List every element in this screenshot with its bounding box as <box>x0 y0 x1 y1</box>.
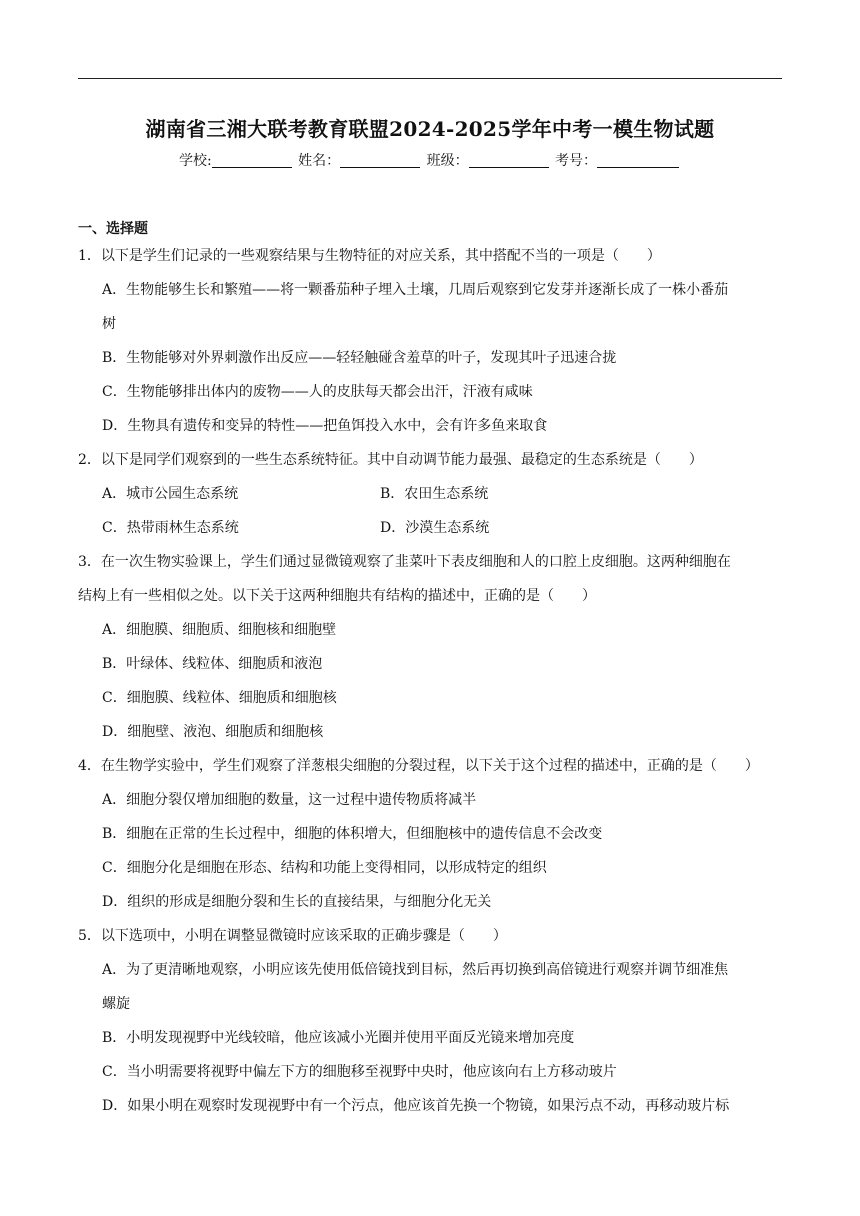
exam-number-label: 考号： <box>555 153 598 169</box>
name-blank[interactable] <box>340 153 420 168</box>
question-3-option-b: B．叶绿体、线粒体、细胞质和液泡 <box>102 656 323 672</box>
question-2-option-b: B．农田生态系统 <box>380 486 489 502</box>
question-3-option-c: C．细胞膜、线粒体、细胞质和细胞核 <box>102 690 337 706</box>
header-rule <box>78 78 782 79</box>
class-label: 班级： <box>426 153 469 169</box>
name-label: 姓名： <box>298 153 341 169</box>
question-3-stem: 3．在一次生物实验课上，学生们通过显微镜观察了韭菜叶下表皮细胞和人的口腔上皮细胞。这两种细胞在 <box>78 554 731 570</box>
question-5-option-a-cont: 螺旋 <box>102 996 130 1012</box>
question-1-option-a-cont: 树 <box>102 316 116 332</box>
school-blank[interactable] <box>212 153 292 168</box>
question-3-option-d: D．细胞壁、液泡、细胞质和细胞核 <box>102 724 324 740</box>
question-5-option-b: B．小明发现视野中光线较暗，他应该减小光圈并使用平面反光镜来增加亮度 <box>102 1030 575 1046</box>
student-info-line <box>0 150 860 170</box>
question-4-option-a: A．细胞分裂仅增加细胞的数量，这一过程中遗传物质将减半 <box>102 792 477 808</box>
question-1-option-c: C．生物能够排出体内的废物——人的皮肤每天都会出汗，汗液有咸味 <box>102 384 533 400</box>
exam-number-blank[interactable] <box>597 153 679 168</box>
question-4-option-d: D．组织的形成是细胞分裂和生长的直接结果，与细胞分化无关 <box>102 894 492 910</box>
question-1-option-b: B．生物能够对外界刺激作出反应——轻轻触碰含羞草的叶子，发现其叶子迅速合拢 <box>102 350 617 366</box>
question-4-option-b: B．细胞在正常的生长过程中，细胞的体积增大，但细胞核中的遗传信息不会改变 <box>102 826 603 842</box>
section-title: 一、选择题 <box>78 221 148 237</box>
question-2-option-d: D．沙漠生态系统 <box>380 520 490 536</box>
question-5-option-a: A．为了更清晰地观察，小明应该先使用低倍镜找到目标，然后再切换到高倍镜进行观察并调节细准焦 <box>102 962 729 978</box>
question-2-option-c: C．热带雨林生态系统 <box>102 520 239 536</box>
class-blank[interactable] <box>469 153 549 168</box>
question-5-option-d: D．如果小明在观察时发现视野中有一个污点，他应该首先换一个物镜，如果污点不动，再移动玻片标 <box>102 1098 730 1114</box>
question-1-option-d: D．生物具有遗传和变异的特性——把鱼饵投入水中，会有许多鱼来取食 <box>102 418 548 434</box>
question-4-option-c: C．细胞分化是细胞在形态、结构和功能上变得相同，以形成特定的组织 <box>102 860 547 876</box>
question-1-option-a: A．生物能够生长和繁殖——将一颗番茄种子埋入土壤，几周后观察到它发芽并逐渐长成了一株小番茄 <box>102 282 729 298</box>
question-2-option-a: A．城市公园生态系统 <box>102 486 239 502</box>
question-3-option-a: A．细胞膜、细胞质、细胞核和细胞壁 <box>102 622 337 638</box>
question-4-stem: 4．在生物学实验中，学生们观察了洋葱根尖细胞的分裂过程，以下关于这个过程的描述中，正确的是（ ） <box>78 758 759 774</box>
exam-title: 湖南省三湘大联考教育联盟2024-2025学年中考一模生物试题 <box>145 117 715 141</box>
school-label: 学校: <box>178 153 212 169</box>
question-2-stem: 2．以下是同学们观察到的一些生态系统特征。其中自动调节能力最强、最稳定的生态系统是（ ） <box>78 452 703 468</box>
question-1-stem: 1．以下是学生们记录的一些观察结果与生物特征的对应关系，其中搭配不当的一项是（ ） <box>78 248 661 264</box>
question-5-option-c: C．当小明需要将视野中偏左下方的细胞移至视野中央时，他应该向右上方移动玻片 <box>102 1064 617 1080</box>
question-3-stem-cont: 结构上有一些相似之处。以下关于这两种细胞共有结构的描述中，正确的是（ ） <box>78 588 596 604</box>
question-5-stem: 5．以下选项中，小明在调整显微镜时应该采取的正确步骤是（ ） <box>78 928 507 944</box>
